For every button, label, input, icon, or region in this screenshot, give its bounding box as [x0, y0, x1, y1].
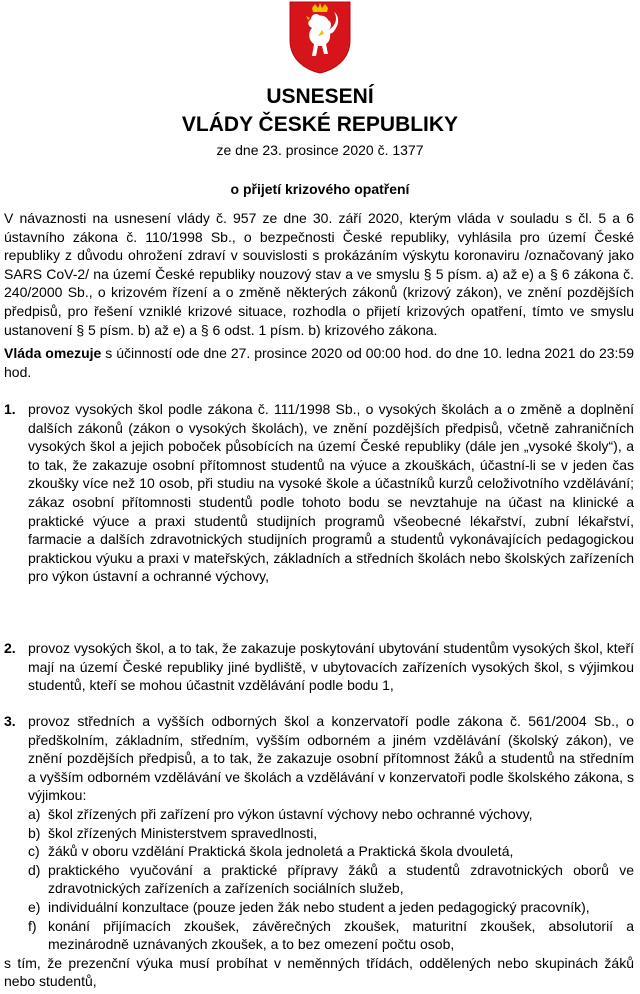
measure-item-2: [4, 639, 634, 695]
exception-item: [28, 824, 634, 843]
intro-paragraph: V návaznosti na usnesení vlády č. 957 ze dne 30. září 2020, kterým vláda v souladu s čl. 5 a 6 ústavního zákona č. 110/1998 Sb., o bezpečnosti České republiky, vyhlásila pro území České republiky z důvodu ohrožení zdraví v souvislosti s prokázáním výskytu koronaviru /označovaný jako SARS CoV-2/ na území České republiky nouzový stav a ve smyslu § 5 písm. a) až e) a § 6 zákona č. 240/2000 Sb., o krizovém řízení a o změně některých zákonů (krizový zákon), ve znění pozdějších předpisů, pro řešení vzniklé krizové situace, rozhodla o přijetí krizových opatření, tímto ve smyslu ustanovení § 5 písm. b) až e) a § 6 odst. 1 písm. b) krizového zákona.: [4, 210, 634, 338]
item-number: 1.: [4, 401, 16, 417]
exception-item: [28, 842, 634, 861]
item-number: 3.: [4, 713, 16, 729]
item-tail: s tím, že prezenční výuka musí probíhat v neměnných třídách, oddělených nebo skupinách žáků nebo studentů,: [4, 954, 634, 990]
exception-letter: b): [28, 824, 41, 841]
exception-item: [28, 898, 634, 917]
exception-text: žáků v oboru vzdělání Praktická škola jednoletá a Praktická škola dvouletá,: [48, 843, 514, 860]
item-body: [28, 712, 634, 954]
issuing-body: VLÁDY ČESKÉ REPUBLIKY: [181, 113, 459, 136]
exception-text: škol zřízených při zařízení pro výkon ústavní výchovy nebo ochranné výchovy,: [48, 805, 533, 822]
exception-text: praktického vyučování a praktické přípravy žáků a studentů zdravotnických oborů ve zdravotnických zařízeních a zařízeních sociálních služeb,: [48, 861, 634, 897]
exception-text: individuální konzultace (pouze jeden žák nebo student a jeden pedagogický pracovník),: [48, 898, 590, 915]
measure-item-1: [4, 400, 634, 586]
item-text: provoz vysokých škol podle zákona č. 111/1998 Sb., o vysokých školách a o změně a doplnění dalších zákonů (zákon o vysokých školách), ve znění pozdějších předpisů, včetně zahraničních vysokých škol a jejich poboček působících na území České republiky (dále jen „vysoké školy“), a to tak, že zakazuje osobní přítomnost studentů na výuce a zkouškách, účastní-li se v jeden čas zkoušky více než 10 osob, při studiu na vysoké škole a účastníků kurzů celoživotního vzdělávání; zákaz osobní přítomnosti studentů podle tohoto bodu se nevztahuje na účast na klinické a praktické výuce a praxi studentů studijních programů všeobecné lékařství, zubní lékařství, farmacie a dalších zdravotnických studijních programů a studentů vykonávajících pedagogickou praktickou výuku a praxi v mateřských, základních a středních školách nebo školských zařízeních pro výkon ústavní a ochranné výchovy,: [28, 401, 634, 585]
exception-letter: f): [28, 917, 37, 934]
exception-item: [28, 805, 634, 824]
exception-letter: d): [28, 861, 41, 878]
exception-text: konání přijímacích zkoušek, závěrečných zkoušek, maturitní zkoušek, absolutorií a mezinárodně uznávaných zkoušek, a to bez omezení počtu osob,: [48, 917, 634, 953]
item-text: provoz středních a vyšších odborných škol a konzervatoří podle zákona č. 561/2004 Sb., o předškolním, základním, středním, vyšším odborném a jiném vzdělávání (školský zákon), ve znění pozdějších předpisů, a to tak, že zakazuje osobní přítomnost žáků a studentů na středním a vyšším odborném vzdělávání ve školách a vzdělávání v konzervatoři podle školského zákona, s výjimkou:: [28, 713, 634, 804]
czech-lion-coat-of-arms-icon: [272, 0, 368, 74]
exception-letter: a): [28, 805, 41, 822]
date-line: ze dne 23. prosince 2020 č. 1377: [216, 142, 424, 158]
restriction-lead: Vláda omezuje: [4, 345, 102, 361]
exception-letter: c): [28, 843, 40, 860]
resolution-subject: o přijetí krizového opatření: [230, 181, 410, 197]
exception-list: [28, 805, 634, 954]
document-title: USNESENÍ: [266, 85, 374, 108]
exception-item: [28, 917, 634, 954]
exception-item: [28, 861, 634, 898]
exception-text: škol zřízených Ministerstvem spravedlnosti,: [48, 824, 318, 841]
item-number: 2.: [4, 640, 16, 656]
item-text: provoz vysokých škol, a to tak, že zakazuje poskytování ubytování studentům vysokých škol, kteří mají na území České republiky jiné bydliště, v ubytovacích zařízeních vysokých škol, s výjimkou studentů, kteří se mohou účastnit vzdělávání podle bodu 1,: [28, 640, 634, 694]
restriction-statement: [4, 344, 634, 381]
measure-item-3: [4, 712, 634, 991]
exception-letter: e): [28, 898, 41, 915]
restriction-period: s účinností ode dne 27. prosince 2020 od 00:00 hod. do dne 10. ledna 2021 do 23:59 hod.: [4, 345, 634, 380]
